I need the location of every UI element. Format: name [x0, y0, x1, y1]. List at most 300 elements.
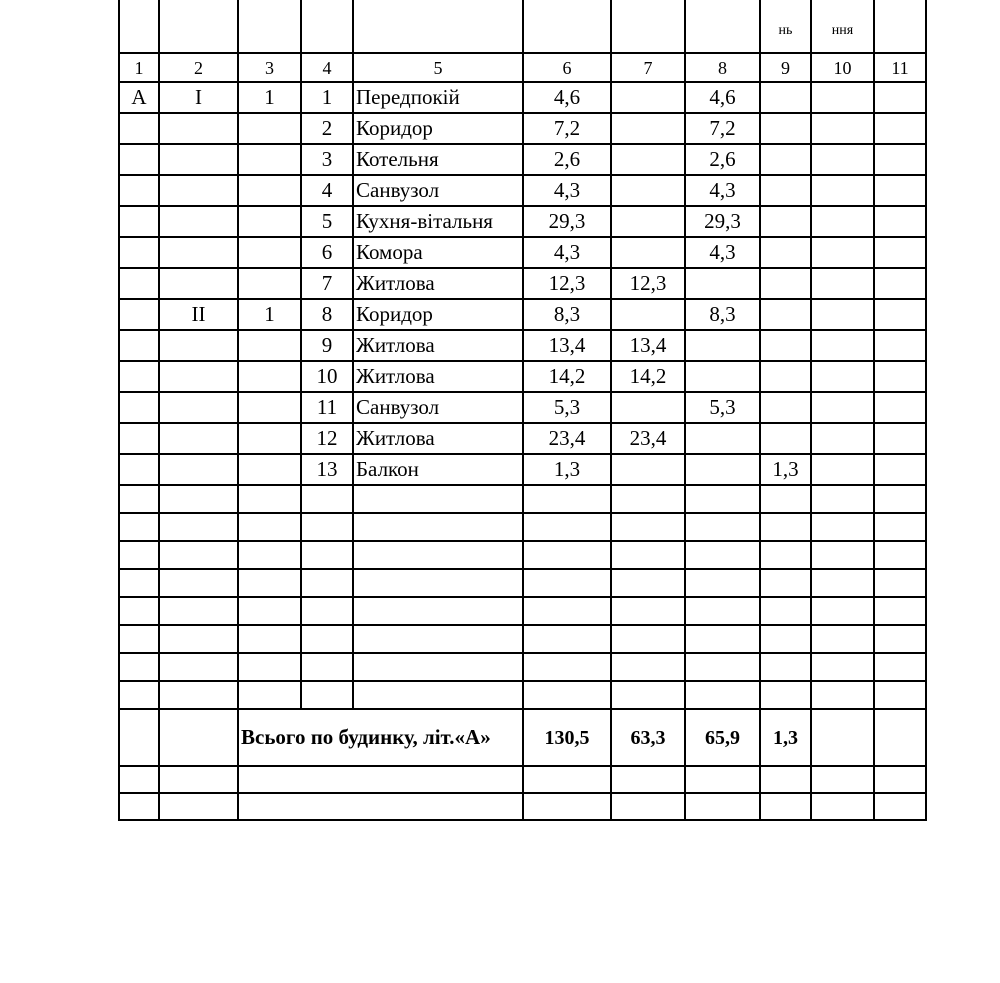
cell-auxiliary-area: 4,3 [685, 237, 760, 268]
cell-living-area: 13,4 [611, 330, 685, 361]
cell-liter [119, 423, 159, 454]
blank-row [119, 793, 926, 820]
table-row [119, 299, 926, 330]
blank-cell [119, 766, 159, 793]
table-row [119, 423, 926, 454]
cell-balcony-area [760, 144, 811, 175]
blank-cell [874, 485, 926, 513]
column-number-7: 7 [611, 53, 685, 82]
cell-living-area: 14,2 [611, 361, 685, 392]
cell-room-name: Кухня-вітальня [353, 206, 523, 237]
cell-apartment [238, 175, 301, 206]
blank-cell [811, 597, 874, 625]
table-row [119, 454, 926, 485]
cell-floor [159, 392, 238, 423]
blank-row [119, 597, 926, 625]
cell-floor [159, 330, 238, 361]
cell-liter [119, 299, 159, 330]
cell-col11 [874, 361, 926, 392]
blank-row [119, 569, 926, 597]
cell-balcony-area [760, 82, 811, 113]
blank-cell [159, 569, 238, 597]
blank-cell [238, 681, 301, 709]
cell-col11 [874, 423, 926, 454]
cell-apartment [238, 237, 301, 268]
blank-row [119, 485, 926, 513]
cell-living-area: 23,4 [611, 423, 685, 454]
cell-room-number: 13 [301, 454, 353, 485]
column-number-1: 1 [119, 53, 159, 82]
cell-living-area [611, 237, 685, 268]
cell-living-area [611, 113, 685, 144]
blank-cell [874, 513, 926, 541]
cell-room-name: Котельня [353, 144, 523, 175]
blank-cell [811, 653, 874, 681]
blank-cell [874, 541, 926, 569]
blank-cell [301, 569, 353, 597]
cell-liter [119, 144, 159, 175]
blank-cell [760, 653, 811, 681]
cell-total-area: 4,3 [523, 237, 611, 268]
cell-liter [119, 237, 159, 268]
cell-room-number: 9 [301, 330, 353, 361]
column-number-6: 6 [523, 53, 611, 82]
blank-cell [874, 653, 926, 681]
cell-liter [119, 361, 159, 392]
blank-cell [874, 793, 926, 820]
blank-cell [159, 485, 238, 513]
blank-cell [353, 513, 523, 541]
cell-auxiliary-area: 4,6 [685, 82, 760, 113]
blank-cell [611, 597, 685, 625]
blank-cell [874, 569, 926, 597]
blank-cell [119, 709, 159, 766]
cell-auxiliary-area: 7,2 [685, 113, 760, 144]
cell-floor [159, 268, 238, 299]
blank-cell [874, 681, 926, 709]
auxiliary-area-sum: 65,9 [685, 709, 760, 766]
table-row [119, 330, 926, 361]
blank-cell [811, 541, 874, 569]
cell-room-name: Коридор [353, 113, 523, 144]
cell-auxiliary-area [685, 423, 760, 454]
cell-liter [119, 175, 159, 206]
blank-row [119, 541, 926, 569]
blank-row [119, 625, 926, 653]
blank-cell [238, 513, 301, 541]
cell-col11 [874, 299, 926, 330]
cell-liter [119, 330, 159, 361]
blank-cell [238, 653, 301, 681]
cell-balcony-area [760, 330, 811, 361]
cell-living-area [611, 144, 685, 175]
cell-auxiliary-area: 29,3 [685, 206, 760, 237]
blank-cell [811, 709, 874, 766]
cell-floor: ІІ [159, 299, 238, 330]
cell-total-area: 14,2 [523, 361, 611, 392]
cell-auxiliary-area: 2,6 [685, 144, 760, 175]
blank-cell [611, 569, 685, 597]
cell-apartment [238, 268, 301, 299]
blank-cell [874, 625, 926, 653]
cell-balcony-area [760, 175, 811, 206]
cell-col10 [811, 113, 874, 144]
blank-cell [685, 681, 760, 709]
cell-col10 [811, 392, 874, 423]
cell-room-number: 11 [301, 392, 353, 423]
column-number-8: 8 [685, 53, 760, 82]
cell-floor [159, 423, 238, 454]
table-row [119, 361, 926, 392]
header-cell [301, 0, 353, 53]
cell-room-number: 8 [301, 299, 353, 330]
blank-cell [523, 597, 611, 625]
blank-cell [811, 513, 874, 541]
total-row [119, 709, 926, 766]
blank-row [119, 681, 926, 709]
blank-cell [353, 569, 523, 597]
cell-liter [119, 206, 159, 237]
cell-col10 [811, 206, 874, 237]
blank-cell [685, 485, 760, 513]
cell-col11 [874, 392, 926, 423]
table-row [119, 113, 926, 144]
cell-total-area: 29,3 [523, 206, 611, 237]
blank-cell [874, 597, 926, 625]
blank-cell [760, 766, 811, 793]
cell-total-area: 12,3 [523, 268, 611, 299]
balcony-area-sum: 1,3 [760, 709, 811, 766]
cell-floor [159, 454, 238, 485]
cell-floor: І [159, 82, 238, 113]
table-row [119, 144, 926, 175]
cell-col11 [874, 113, 926, 144]
cell-col11 [874, 268, 926, 299]
cell-living-area [611, 82, 685, 113]
cell-apartment [238, 423, 301, 454]
blank-cell [301, 485, 353, 513]
header-fragment-col10: ння [831, 22, 854, 38]
blank-cell [159, 597, 238, 625]
cell-room-name: Санвузол [353, 392, 523, 423]
blank-cell [685, 625, 760, 653]
blank-row [119, 766, 926, 793]
cell-room-number: 5 [301, 206, 353, 237]
column-number-9: 9 [760, 53, 811, 82]
cell-col11 [874, 454, 926, 485]
cell-apartment: 1 [238, 299, 301, 330]
blank-row [119, 513, 926, 541]
blank-cell [238, 793, 523, 820]
header-row [119, 0, 926, 53]
cell-apartment [238, 361, 301, 392]
table-row [119, 268, 926, 299]
cell-total-area: 13,4 [523, 330, 611, 361]
cell-balcony-area [760, 423, 811, 454]
cell-balcony-area [760, 206, 811, 237]
cell-auxiliary-area: 5,3 [685, 392, 760, 423]
blank-cell [353, 653, 523, 681]
column-number-10: 10 [811, 53, 874, 82]
blank-cell [760, 541, 811, 569]
blank-cell [238, 597, 301, 625]
blank-cell [611, 541, 685, 569]
cell-col10 [811, 175, 874, 206]
header-cell [874, 0, 926, 53]
cell-auxiliary-area [685, 454, 760, 485]
blank-cell [611, 681, 685, 709]
blank-cell [874, 766, 926, 793]
cell-col11 [874, 330, 926, 361]
blank-cell [523, 485, 611, 513]
cell-apartment [238, 113, 301, 144]
table-row [119, 206, 926, 237]
blank-cell [159, 513, 238, 541]
table-row [119, 237, 926, 268]
header-cell [159, 0, 238, 53]
blank-cell [811, 681, 874, 709]
blank-cell [685, 766, 760, 793]
blank-cell [811, 625, 874, 653]
blank-cell [238, 541, 301, 569]
column-number-4: 4 [301, 53, 353, 82]
header-cell [353, 0, 523, 53]
table-row [119, 175, 926, 206]
blank-cell [119, 597, 159, 625]
cell-auxiliary-area [685, 361, 760, 392]
blank-cell [159, 541, 238, 569]
blank-cell [523, 625, 611, 653]
cell-room-number: 10 [301, 361, 353, 392]
cell-living-area [611, 299, 685, 330]
blank-cell [811, 485, 874, 513]
cell-apartment [238, 330, 301, 361]
cell-room-name: Житлова [353, 423, 523, 454]
table-row [119, 392, 926, 423]
header-cell [238, 0, 301, 53]
cell-floor [159, 206, 238, 237]
blank-cell [238, 485, 301, 513]
blank-cell [119, 541, 159, 569]
cell-living-area [611, 454, 685, 485]
cell-liter [119, 268, 159, 299]
blank-cell [611, 766, 685, 793]
cell-col10 [811, 423, 874, 454]
cell-room-number: 12 [301, 423, 353, 454]
blank-cell [523, 766, 611, 793]
blank-cell [159, 793, 238, 820]
cell-auxiliary-area [685, 268, 760, 299]
cell-liter [119, 113, 159, 144]
blank-cell [760, 513, 811, 541]
cell-col10 [811, 82, 874, 113]
cell-floor [159, 144, 238, 175]
blank-cell [238, 625, 301, 653]
blank-cell [301, 681, 353, 709]
cell-room-name: Комора [353, 237, 523, 268]
cell-auxiliary-area [685, 330, 760, 361]
header-cell [119, 0, 159, 53]
cell-apartment [238, 206, 301, 237]
blank-cell [353, 625, 523, 653]
cell-balcony-area [760, 361, 811, 392]
blank-cell [760, 625, 811, 653]
blank-cell [159, 766, 238, 793]
cell-col11 [874, 237, 926, 268]
blank-cell [159, 709, 238, 766]
blank-cell [301, 625, 353, 653]
blank-cell [685, 653, 760, 681]
cell-col10 [811, 299, 874, 330]
cell-floor [159, 113, 238, 144]
blank-cell [523, 541, 611, 569]
header-cell-col10 [811, 0, 874, 53]
blank-cell [353, 681, 523, 709]
cell-total-area: 7,2 [523, 113, 611, 144]
blank-cell [523, 793, 611, 820]
header-fragment-col9: нь [778, 22, 793, 38]
cell-room-number: 7 [301, 268, 353, 299]
cell-col10 [811, 361, 874, 392]
column-number-row [119, 53, 926, 82]
cell-room-name: Балкон [353, 454, 523, 485]
blank-cell [119, 569, 159, 597]
cell-liter [119, 392, 159, 423]
blank-cell [811, 766, 874, 793]
cell-room-name: Житлова [353, 330, 523, 361]
blank-cell [353, 597, 523, 625]
blank-cell [760, 569, 811, 597]
column-number-11: 11 [874, 53, 926, 82]
cell-room-name: Передпокій [353, 82, 523, 113]
cell-balcony-area [760, 268, 811, 299]
blank-cell [301, 653, 353, 681]
blank-cell [811, 793, 874, 820]
cell-balcony-area [760, 299, 811, 330]
total-label: Всього по будинку, літ.«А» [238, 709, 523, 766]
cell-apartment [238, 392, 301, 423]
cell-room-name: Коридор [353, 299, 523, 330]
blank-cell [119, 485, 159, 513]
cell-total-area: 23,4 [523, 423, 611, 454]
blank-cell [523, 513, 611, 541]
header-cell-balcony [760, 0, 811, 53]
cell-col11 [874, 175, 926, 206]
blank-cell [760, 597, 811, 625]
blank-cell [523, 681, 611, 709]
cell-room-name: Житлова [353, 268, 523, 299]
cell-col10 [811, 268, 874, 299]
blank-cell [238, 569, 301, 597]
cell-living-area [611, 175, 685, 206]
cell-total-area: 4,3 [523, 175, 611, 206]
cell-apartment [238, 454, 301, 485]
blank-cell [760, 681, 811, 709]
cell-total-area: 1,3 [523, 454, 611, 485]
cell-col10 [811, 237, 874, 268]
cell-col10 [811, 454, 874, 485]
blank-cell [353, 485, 523, 513]
cell-room-name: Санвузол [353, 175, 523, 206]
cell-auxiliary-area: 8,3 [685, 299, 760, 330]
blank-cell [685, 569, 760, 597]
cell-total-area: 8,3 [523, 299, 611, 330]
column-number-5: 5 [353, 53, 523, 82]
cell-living-area [611, 206, 685, 237]
cell-room-number: 1 [301, 82, 353, 113]
table-row [119, 82, 926, 113]
total-area-sum: 130,5 [523, 709, 611, 766]
cell-liter [119, 454, 159, 485]
blank-cell [611, 793, 685, 820]
blank-cell [159, 681, 238, 709]
cell-room-number: 2 [301, 113, 353, 144]
blank-row [119, 653, 926, 681]
blank-cell [159, 653, 238, 681]
blank-cell [301, 541, 353, 569]
cell-col11 [874, 144, 926, 175]
blank-cell [159, 625, 238, 653]
blank-cell [353, 541, 523, 569]
cell-liter: А [119, 82, 159, 113]
cell-total-area: 2,6 [523, 144, 611, 175]
cell-col10 [811, 330, 874, 361]
blank-cell [611, 625, 685, 653]
cell-floor [159, 237, 238, 268]
blank-cell [760, 793, 811, 820]
cell-col10 [811, 144, 874, 175]
cell-total-area: 4,6 [523, 82, 611, 113]
cell-auxiliary-area: 4,3 [685, 175, 760, 206]
cell-floor [159, 361, 238, 392]
cell-room-number: 4 [301, 175, 353, 206]
cell-balcony-area [760, 113, 811, 144]
blank-cell [119, 653, 159, 681]
cell-balcony-area: 1,3 [760, 454, 811, 485]
blank-cell [685, 541, 760, 569]
blank-cell [685, 793, 760, 820]
blank-cell [523, 569, 611, 597]
blank-cell [874, 709, 926, 766]
cell-room-number: 3 [301, 144, 353, 175]
blank-cell [119, 513, 159, 541]
blank-cell [119, 625, 159, 653]
blank-cell [611, 485, 685, 513]
blank-cell [119, 793, 159, 820]
header-cell [611, 0, 685, 53]
cell-col11 [874, 206, 926, 237]
area-table [118, 0, 927, 821]
blank-cell [760, 485, 811, 513]
blank-cell [523, 653, 611, 681]
blank-cell [811, 569, 874, 597]
header-cell [685, 0, 760, 53]
column-number-2: 2 [159, 53, 238, 82]
blank-cell [611, 513, 685, 541]
cell-living-area: 12,3 [611, 268, 685, 299]
cell-apartment: 1 [238, 82, 301, 113]
blank-cell [685, 597, 760, 625]
blank-cell [301, 597, 353, 625]
cell-apartment [238, 144, 301, 175]
cell-total-area: 5,3 [523, 392, 611, 423]
cell-floor [159, 175, 238, 206]
header-cell [523, 0, 611, 53]
cell-room-number: 6 [301, 237, 353, 268]
cell-living-area [611, 392, 685, 423]
blank-cell [611, 653, 685, 681]
cell-balcony-area [760, 237, 811, 268]
